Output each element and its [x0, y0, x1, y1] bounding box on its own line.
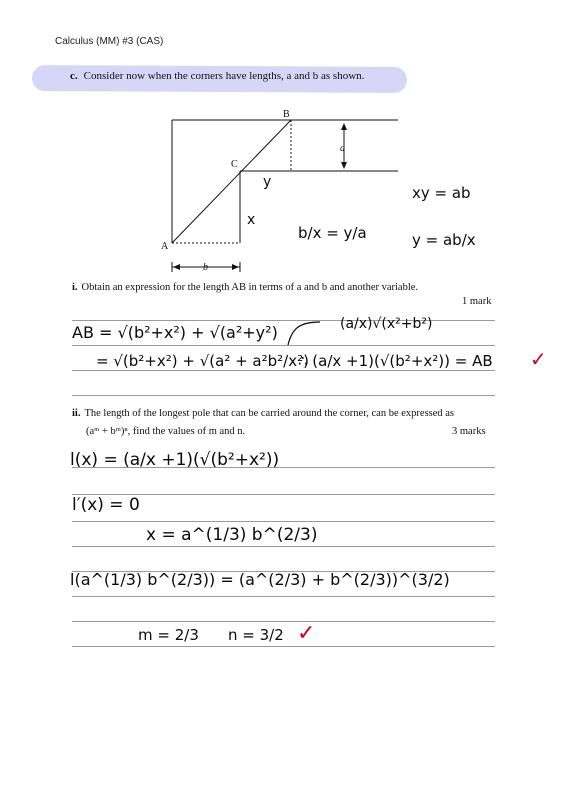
working-i-aside: (a/x)√(x²+b²): [340, 316, 433, 332]
part-c-label: c.: [70, 70, 78, 82]
handwritten-y-label: y: [263, 174, 272, 190]
note-xy-ab: xy = ab: [412, 184, 471, 202]
page-header-title: Calculus (MM) #3 (CAS): [55, 36, 164, 47]
question-ii-formula: (aᵐ + bᵐ)ⁿ: [86, 426, 128, 437]
working-i-line1: AB = √(b²+x²) + √(a²+y²): [72, 323, 278, 342]
question-ii-marks: 3 marks: [452, 426, 486, 437]
handwritten-x-label: x: [247, 212, 256, 228]
tick-icon: ✓: [297, 621, 316, 646]
question-ii-text2: , find the values of m and n.: [127, 426, 246, 437]
answer-m: m = 2/3: [138, 626, 199, 644]
question-i-label: i.: [72, 282, 78, 293]
working-ii-line2: l′(x) = 0: [72, 495, 140, 515]
working-i-line3: ∴ (a/x +1)(√(b²+x²)) = AB: [298, 352, 493, 370]
question-i-marks: 1 mark: [462, 296, 492, 307]
tick-icon: ✓: [530, 347, 547, 371]
question-ii-label: ii.: [72, 408, 81, 419]
working-ii-line4: l(a^(1/3) b^(2/3)) = (a^(2/3) + b^(2/3))^(3/2): [70, 570, 450, 589]
working-i-line2: = √(b²+x²) + √(a² + a²b²/x²): [96, 352, 309, 370]
length-a-label: a: [340, 143, 345, 154]
working-ii-line3: x = a^(1/3) b^(2/3): [146, 525, 318, 545]
note-y-equals: y = ab/x: [412, 231, 476, 249]
point-a-label: A: [161, 241, 169, 252]
note-ratio: b/x = y/a: [298, 224, 367, 242]
answer-n: n = 3/2: [228, 626, 284, 644]
length-b-label: b: [203, 262, 208, 273]
question-i-text: Obtain an expression for the length AB in terms of a and b and another variable.: [81, 282, 419, 293]
point-b-label: B: [283, 109, 290, 120]
part-c-text: Consider now when the corners have lengths, a and b as shown.: [83, 70, 365, 82]
point-c-label: C: [231, 159, 238, 170]
working-ii-line1: l(x) = (a/x +1)(√(b²+x²)): [70, 450, 280, 470]
question-ii-text: The length of the longest pole that can be carried around the corner, can be expressed as: [84, 408, 455, 419]
